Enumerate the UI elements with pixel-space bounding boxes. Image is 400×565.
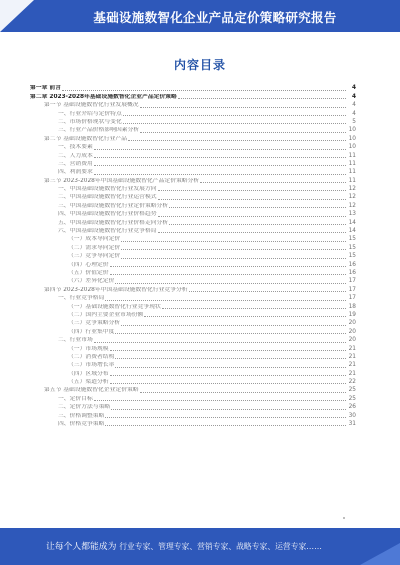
toc-dot-leader (94, 165, 346, 166)
toc-entry-title: 二、中国基础设施数智化行业运营模式 (58, 194, 157, 201)
toc-entry-title: 一、行业介绍与定价特点 (58, 110, 122, 117)
toc-entry[interactable] (30, 361, 356, 369)
toc-entry-title: （一）基础设施数智化行业竞争现状 (68, 303, 161, 310)
toc-entry[interactable] (30, 394, 356, 402)
toc-entry[interactable] (30, 269, 356, 277)
toc-entry[interactable] (30, 311, 356, 319)
toc-entry[interactable] (30, 302, 356, 310)
toc-entry[interactable] (30, 243, 356, 251)
toc-dot-leader (121, 258, 346, 259)
toc-entry-title: 四、利润要求 (58, 169, 93, 176)
toc-dot-leader (94, 400, 346, 401)
toc-entry-title: 二、人力成本 (58, 152, 93, 159)
toc-entry[interactable] (30, 294, 356, 302)
toc-entry-page: 10 (348, 135, 356, 142)
toc-dot-leader (111, 409, 346, 410)
toc-dot-leader (158, 232, 346, 233)
toc-entry-page: 19 (348, 311, 356, 318)
toc-entry-title: 第四节 2023-2028年中国基础设施数智化行业竞争分析 (44, 286, 188, 293)
toc-dot-leader (189, 291, 346, 292)
toc-entry-title: 二、市场价格现状与变化 (58, 118, 122, 125)
toc-entry-page: 18 (348, 303, 356, 310)
toc-entry-title: 三、营销费用 (58, 160, 93, 167)
toc-entry-title: 第一节 基础设施数智化行业发展概况 (44, 102, 139, 109)
toc-dot-leader (140, 132, 346, 133)
toc-entry-page: 16 (348, 261, 356, 268)
toc-entry-page: 12 (348, 194, 356, 201)
toc-dot-leader (110, 375, 346, 376)
report-title: 基础设施数智化企业产品定价策略研究报告 (93, 10, 337, 25)
toc-entry-title: （三）市场增长率 (68, 362, 115, 369)
toc-entry-page: 12 (348, 202, 356, 209)
toc-entry[interactable] (30, 327, 356, 335)
toc-entry-title: 第二节 基础设施数智化行业产品 (44, 135, 127, 142)
toc-entry[interactable] (30, 143, 356, 151)
toc-dot-leader (178, 98, 346, 99)
toc-entry[interactable] (30, 109, 356, 117)
toc-dot-leader (115, 283, 346, 284)
toc-entry-page: 10 (348, 144, 356, 151)
toc-entry-page: 31 (348, 421, 356, 428)
toc-entry-title: 第五节 基础设施数智化企业定价策略 (44, 387, 139, 394)
toc-entry[interactable] (30, 403, 356, 411)
toc-dot-leader (123, 123, 346, 124)
toc-entry-title: 二、定价方法与策略 (58, 404, 111, 411)
toc-entry[interactable] (30, 134, 356, 142)
toc-entry[interactable] (30, 201, 356, 209)
toc-entry[interactable] (30, 277, 356, 285)
toc-dot-leader (110, 350, 346, 351)
footer-banner (0, 528, 400, 565)
toc-entry[interactable] (30, 386, 356, 394)
toc-dot-leader (105, 417, 346, 418)
toc-entry[interactable] (30, 344, 356, 352)
toc-entry-title: （一）成本导向定价 (68, 236, 121, 243)
toc-entry-page: 30 (348, 412, 356, 419)
footer-roles: 行业专家、管理专家、营销专家、战略专家、运营专家…… (119, 542, 322, 551)
toc-dot-leader (158, 199, 346, 200)
toc-entry-title: 六、中国基础设施数智化行业竞争格局 (58, 228, 157, 235)
toc-entry-title: 第三节 2023-2028年中国基础设施数智化产品定价策略分析 (44, 177, 200, 184)
toc-dot-leader (105, 300, 346, 301)
toc-dot-leader (62, 90, 346, 91)
toc-dot-leader (94, 157, 346, 158)
toc-entry-page: 25 (348, 395, 356, 402)
toc-entry[interactable] (30, 369, 356, 377)
toc-dot-leader (115, 367, 346, 368)
toc-entry-page: 4 (351, 85, 356, 92)
toc-entry[interactable] (30, 84, 356, 92)
toc-entry-page: 11 (348, 177, 356, 184)
toc-entry[interactable] (30, 126, 356, 134)
toc-dot-leader (94, 342, 346, 343)
toc-entry-title: （二）国内主要企业市场份额 (68, 311, 144, 318)
toc-dot-leader (162, 308, 346, 309)
toc-entry-title: （三）竞争导向定价 (68, 253, 121, 260)
toc-entry-page: 15 (348, 253, 356, 260)
toc-dot-leader (121, 325, 346, 326)
toc-dot-leader (110, 274, 346, 275)
toc-entry-title: （二）需求导向定价 (68, 244, 121, 251)
toc-entry[interactable] (30, 235, 356, 243)
toc-dot-leader (169, 224, 346, 225)
toc-entry-page: 4 (351, 93, 356, 100)
toc-entry[interactable] (30, 193, 356, 201)
toc-entry-page: 17 (348, 295, 356, 302)
toc-entry-title: （四）心理定价 (68, 261, 109, 268)
toc-entry-title: 第二章 2023-2028年基础设施数智化企业产品定价策略 (30, 93, 177, 100)
toc-dot-leader (115, 358, 346, 359)
toc-entry[interactable] (30, 168, 356, 176)
toc-entry-page: 14 (348, 219, 356, 226)
page-marker-dot (343, 517, 345, 519)
toc-dot-leader (140, 392, 346, 393)
toc-entry-page: 15 (348, 244, 356, 251)
toc-entry[interactable] (30, 151, 356, 159)
toc-dot-leader (110, 266, 346, 267)
toc-entry[interactable] (30, 420, 356, 428)
toc-entry-title: （五）价值定价 (68, 269, 109, 276)
table-of-contents (30, 84, 356, 428)
toc-entry-title: 一、定价目标 (58, 395, 93, 402)
toc-entry[interactable] (30, 227, 356, 235)
toc-dot-leader (110, 383, 346, 384)
toc-dot-leader (121, 241, 346, 242)
toc-heading: 内容目录 (173, 58, 226, 72)
toc-entry-title: 三、价格调整策略 (58, 412, 105, 419)
toc-entry-page: 11 (348, 169, 356, 176)
toc-dot-leader (115, 333, 346, 334)
toc-entry-title: 三、中国基础设施数智化行业定价策略分析 (58, 202, 169, 209)
toc-entry-title: （三）竞争策略分析 (68, 320, 121, 327)
toc-entry[interactable] (30, 218, 356, 226)
toc-entry-page: 20 (348, 320, 356, 327)
toc-entry-page: 5 (352, 118, 356, 125)
toc-entry-page: 20 (348, 337, 356, 344)
toc-entry-title: （一）市场规模 (68, 345, 109, 352)
toc-entry-page: 17 (348, 278, 356, 285)
toc-entry[interactable] (30, 260, 356, 268)
toc-entry-page: 20 (348, 328, 356, 335)
toc-entry[interactable] (30, 185, 356, 193)
toc-dot-leader (169, 207, 346, 208)
toc-entry-title: 第一章 前言 (30, 85, 62, 92)
toc-entry-title: 一、技术要素 (58, 144, 93, 151)
toc-entry[interactable] (30, 411, 356, 419)
toc-entry[interactable] (30, 118, 356, 126)
toc-entry-title: 五、中国基础设施数智化行业价格走向分析 (58, 219, 169, 226)
toc-entry-page: 11 (348, 160, 356, 167)
toc-entry-page: 21 (348, 353, 356, 360)
toc-entry[interactable] (30, 353, 356, 361)
toc-entry-page: 10 (348, 127, 356, 134)
toc-entry-page: 15 (348, 236, 356, 243)
toc-entry[interactable] (30, 252, 356, 260)
toc-dot-leader (128, 140, 346, 141)
report-header-banner (0, 0, 400, 32)
toc-dot-leader (158, 190, 346, 191)
toc-dot-leader (105, 425, 346, 426)
toc-entry-page: 11 (348, 152, 356, 159)
toc-dot-leader (144, 316, 346, 317)
toc-entry[interactable] (30, 319, 356, 327)
toc-dot-leader (123, 115, 346, 116)
toc-entry-title: （六）差异化定价 (68, 278, 115, 285)
header-corner-wedge (0, 0, 34, 32)
toc-entry-page: 12 (348, 186, 356, 193)
toc-entry-title: 三、行业产品价格影响因素分析 (58, 127, 140, 134)
toc-entry-title: 二、行业市场 (58, 337, 93, 344)
toc-entry-page: 25 (348, 387, 356, 394)
toc-entry-page: 22 (348, 379, 356, 386)
toc-entry-title: 一、行业竞争格局 (58, 295, 105, 302)
toc-entry[interactable] (30, 378, 356, 386)
toc-entry-page: 4 (352, 110, 356, 117)
toc-entry-title: （二）消费者结构 (68, 353, 115, 360)
footer-slogan: 让每个人都能成为 (46, 542, 117, 552)
toc-entry-page: 21 (348, 370, 356, 377)
toc-dot-leader (94, 149, 346, 150)
toc-dot-leader (200, 182, 346, 183)
toc-entry-title: （五）渠道分析 (68, 379, 109, 386)
toc-entry-title: （四）区域分布 (68, 370, 109, 377)
footer-slogan-line (46, 539, 322, 552)
toc-entry-page: 26 (348, 404, 356, 411)
toc-entry-page: 4 (352, 102, 356, 109)
toc-entry-page: 21 (348, 345, 356, 352)
toc-dot-leader (121, 249, 346, 250)
toc-entry[interactable] (30, 176, 356, 184)
toc-entry-title: 四、中国基础设施数智化行业价格趋势 (58, 211, 157, 218)
toc-entry-title: 四、价格竞争策略 (58, 421, 105, 428)
toc-entry-page: 21 (348, 362, 356, 369)
toc-entry-title: 一、中国基础设施数智化行业发展方向 (58, 186, 157, 193)
toc-entry-page: 14 (348, 228, 356, 235)
toc-entry-page: 13 (348, 211, 356, 218)
toc-entry[interactable] (30, 336, 356, 344)
toc-dot-leader (140, 107, 346, 108)
toc-entry[interactable] (30, 285, 356, 293)
toc-entry-title: （四）行业集中度 (68, 328, 115, 335)
toc-entry[interactable] (30, 101, 356, 109)
toc-dot-leader (94, 174, 346, 175)
footer-corner-wedge (360, 543, 400, 565)
toc-entry-page: 17 (348, 286, 356, 293)
toc-entry-page: 16 (348, 269, 356, 276)
toc-dot-leader (158, 216, 346, 217)
toc-entry[interactable] (30, 92, 356, 100)
toc-entry[interactable] (30, 210, 356, 218)
toc-entry[interactable] (30, 160, 356, 168)
